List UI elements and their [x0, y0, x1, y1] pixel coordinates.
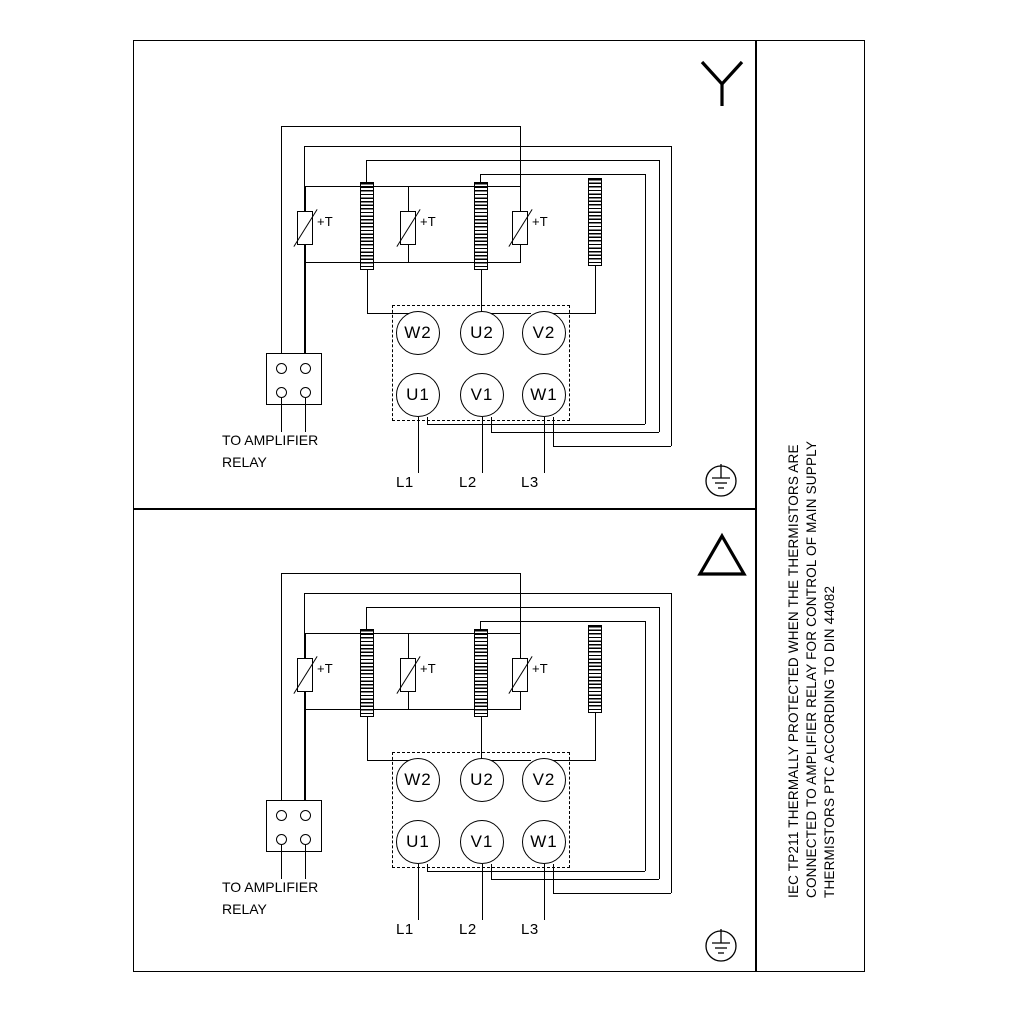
phase-label-L2: L2	[459, 921, 477, 938]
wire	[366, 607, 660, 608]
wire	[418, 417, 419, 473]
wire	[304, 593, 672, 594]
phase-label-L3: L3	[521, 921, 539, 938]
thermistor-label: +T	[532, 661, 548, 676]
earth-ground-symbol	[700, 460, 742, 502]
earth-ground-symbol	[700, 925, 742, 967]
wire	[367, 717, 368, 761]
amplifier-label-line-1: TO AMPLIFIER	[222, 432, 319, 448]
delta-connection-symbol	[696, 532, 748, 578]
wire	[427, 417, 428, 424]
wire	[520, 245, 521, 263]
wire	[427, 871, 645, 872]
winding-coil	[360, 182, 374, 270]
wire	[418, 864, 419, 920]
wire	[305, 186, 521, 187]
note-line-3: THERMISTORS PTC ACCORDING TO DIN 44082	[822, 585, 837, 898]
terminal-V2: V2	[522, 311, 566, 355]
wire	[304, 146, 672, 147]
wire	[305, 186, 306, 212]
wire	[305, 398, 306, 432]
winding-coil	[474, 182, 488, 270]
terminal-V1: V1	[460, 820, 504, 864]
wire	[281, 398, 282, 432]
wire	[491, 864, 492, 879]
wire	[553, 417, 554, 446]
wire	[281, 845, 282, 879]
connector-terminal	[300, 363, 311, 374]
terminal-U2: U2	[460, 311, 504, 355]
note-column-divider	[755, 40, 757, 972]
thermistor-label: +T	[317, 214, 333, 229]
wire	[281, 126, 282, 356]
wire	[491, 417, 492, 432]
wire	[482, 417, 483, 473]
connector-terminal	[276, 834, 287, 845]
wire	[427, 864, 428, 871]
wire	[305, 633, 521, 634]
terminal-W1: W1	[522, 820, 566, 864]
terminal-U2: U2	[460, 758, 504, 802]
wire	[281, 573, 282, 803]
wire	[281, 573, 521, 574]
terminal-U1: U1	[396, 373, 440, 417]
wire	[305, 709, 521, 710]
panel-divider	[133, 508, 755, 510]
wire	[659, 160, 660, 432]
wire	[645, 174, 646, 424]
wire	[480, 621, 646, 622]
wire	[491, 879, 659, 880]
note-line-2: CONNECTED TO AMPLIFIER RELAY FOR CONTROL OF MAIN SUPPLY	[804, 440, 819, 898]
phase-label-L3: L3	[521, 474, 539, 491]
wire	[480, 174, 646, 175]
wire	[544, 417, 545, 473]
connector-terminal	[300, 834, 311, 845]
wire	[305, 262, 521, 263]
amplifier-label-line-1: TO AMPLIFIER	[222, 879, 319, 895]
amplifier-label-line-2: RELAY	[222, 901, 267, 917]
wire	[408, 245, 409, 263]
phase-label-L2: L2	[459, 474, 477, 491]
amplifier-connector-block	[266, 353, 322, 405]
amplifier-connector-block	[266, 800, 322, 852]
thermistor-label: +T	[420, 661, 436, 676]
terminal-W2: W2	[396, 311, 440, 355]
wire	[520, 633, 521, 659]
wire	[645, 621, 646, 871]
star-connection-symbol	[698, 58, 746, 110]
wire	[671, 593, 672, 893]
wire	[367, 270, 368, 314]
wire	[553, 893, 671, 894]
wire	[553, 864, 554, 893]
amplifier-label-line-2: RELAY	[222, 454, 267, 470]
connector-terminal	[276, 363, 287, 374]
wire	[671, 146, 672, 446]
connector-terminal	[276, 810, 287, 821]
connector-terminal	[300, 810, 311, 821]
thermistor-label: +T	[532, 214, 548, 229]
connector-terminal	[276, 387, 287, 398]
wire	[305, 633, 306, 659]
winding-coil	[588, 178, 602, 266]
wire	[553, 446, 671, 447]
wire	[427, 424, 645, 425]
wire	[408, 633, 409, 659]
wire	[491, 432, 659, 433]
terminal-V2: V2	[522, 758, 566, 802]
terminal-W1: W1	[522, 373, 566, 417]
wire	[544, 864, 545, 920]
terminal-V1: V1	[460, 373, 504, 417]
winding-coil	[588, 625, 602, 713]
wire	[408, 186, 409, 212]
wire	[520, 692, 521, 710]
phase-label-L1: L1	[396, 921, 414, 938]
wire	[482, 864, 483, 920]
phase-label-L1: L1	[396, 474, 414, 491]
wire	[408, 692, 409, 710]
wire	[520, 126, 521, 186]
wire	[595, 266, 596, 314]
connector-terminal	[300, 387, 311, 398]
wire	[305, 845, 306, 879]
terminal-U1: U1	[396, 820, 440, 864]
wire	[281, 126, 521, 127]
wire	[595, 713, 596, 761]
note-line-1: IEC TP211 THERMALLY PROTECTED WHEN THE THERMISTORS ARE	[786, 444, 801, 898]
wire	[366, 160, 660, 161]
winding-coil	[360, 629, 374, 717]
wire	[520, 573, 521, 633]
thermistor-label: +T	[420, 214, 436, 229]
terminal-W2: W2	[396, 758, 440, 802]
wire	[520, 186, 521, 212]
wire	[659, 607, 660, 879]
winding-coil	[474, 629, 488, 717]
thermistor-label: +T	[317, 661, 333, 676]
